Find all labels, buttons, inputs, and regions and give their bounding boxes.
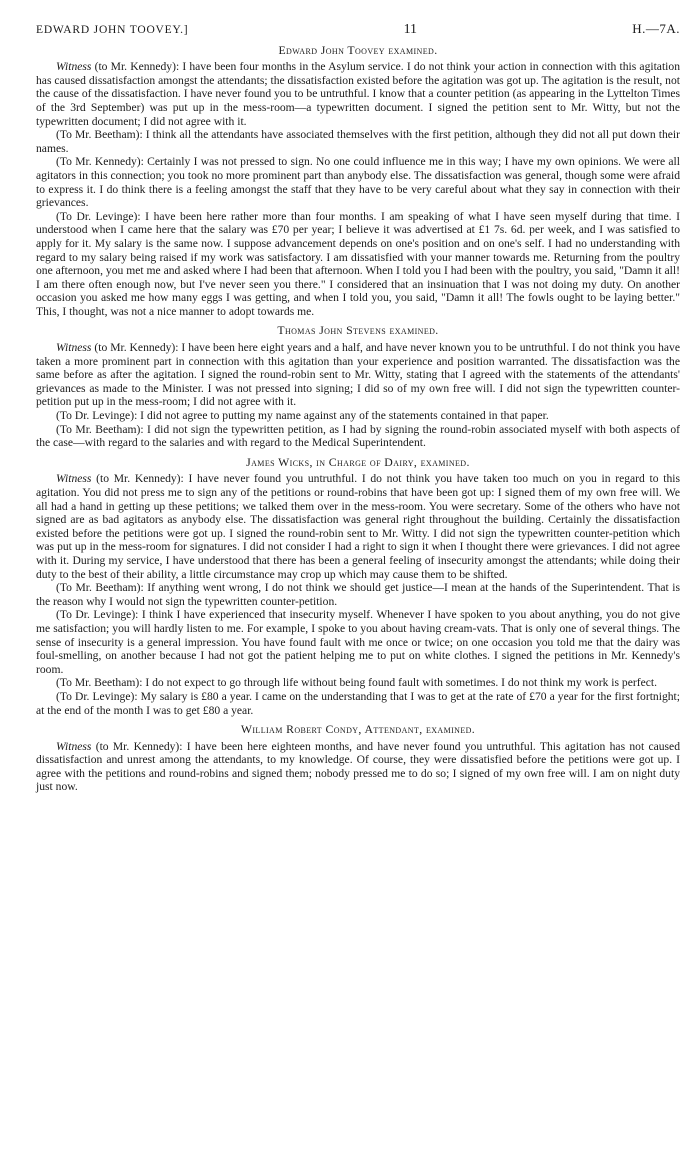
- testimony-paragraph: [36, 210, 680, 319]
- header-witness-name: EDWARD JOHN TOOVEY.]: [36, 24, 189, 36]
- paragraph-text: (To Mr. Beetham): I do not expect to go through life without being found fault with sometimes. I do not think my work is perfect.: [56, 676, 657, 690]
- testimony-paragraph: [36, 423, 680, 450]
- paragraph-text: (To Dr. Levinge): My salary is £80 a year. I came on the understanding that I was to get at the rate of £70 a year for the first fortnight; at the end of the month I was to get £80 a year.: [36, 689, 680, 717]
- paragraph-text: (To Dr. Levinge): I did not agree to putting my name against any of the statements contained in that paper.: [56, 409, 549, 423]
- paragraph-text: (To Dr. Levinge): I think I have experienced that insecurity myself. Whenever I have spoken to you about anything, you do not give me satisfaction; you will hardly listen to me. For example, I spoke to you about having cream-vats. That is only one of several things. The sense of insecurity is a general impression. You have found fault with me once or twice; on one occasion you told me that the dairy was foul-smelling, on another because I had not got the patient helping me to put on white clothes. I signed the petitions in Mr. Kennedy's room.: [36, 608, 680, 676]
- testimony-paragraph: [36, 341, 680, 409]
- testimony-paragraph: [36, 608, 680, 676]
- document-reference: H.—7A.: [632, 21, 680, 36]
- page-number: 11: [403, 22, 418, 37]
- witness-section: [36, 324, 680, 449]
- paragraph-text: (to Mr. Kennedy): I have never found you untruthful. I do not think you have taken too much on you in regard to this agitation. You did not press me to sign any of the petitions or round-robins that have been got up: I signed them of my own free will. We all had a hand in getting up these petitions; we talked them over in the mess-room. You were secretary. Some of the others who have not signed are as bad agitators as anybody else. The dissatisfaction was general right throughout the building. Certainly the dissatisfaction existed before the petitions were got up. I signed the round-robin sent to Mr. Witty. I did not sign the typewritten counter-petition which was put up in the mess-room for signatures. I did not consider I had a right to sign it when I thought there were grievances. I did not agree with it. During my service, I have understood that there has been a general feeling of insecurity amongst the attendants; while doing their duty to the best of their ability, a little circumstance may crop up which may cause them to be shifted.: [36, 472, 680, 581]
- section-title: Thomas John Stevens examined.: [277, 323, 439, 338]
- witness-lead: Witness: [56, 472, 92, 486]
- witness-section: [36, 44, 680, 319]
- witness-section: [36, 723, 680, 794]
- testimony-paragraph: [36, 472, 680, 581]
- paragraph-text: (To Mr. Beetham): I think all the attendants have associated themselves with the first petition, although they did not all put down their names.: [36, 128, 680, 155]
- paragraph-text: (To Dr. Levinge): I have been here rather more than four months. I am speaking of what I have seen myself during that time. I understood when I came here that the salary was £70 per year; I believe it was advertised at £1 7s. 6d. per week, and I was satisfied to apply for it. My salary is the same now. I suppose advancement depends on one's position and on one's self. I had no understanding with regard to my salary being raised if my work was satisfactory. I am dissatisfied with your manner towards me. Returning from the poultry one afternoon, you met me and asked where I had been that afternoon. When I told you I had been with the poultry, you said, "Damn it all! I am there often enough now, but I've never seen you there." I considered that an insinuation that I was not doing my duty. On another occasion you asked me how many eggs I was getting, and when I told you, you said, "Damn it all! The fowls ought to be laying better." This, I thought, was not a nice manner to adopt towards me.: [36, 209, 680, 318]
- testimony-paragraph: [36, 409, 680, 423]
- paragraph-text: (to Mr. Kennedy): I have been here eighteen months, and have never found you untruthful. This agitation has not caused dissatisfaction and unrest among the attendants, to my knowledge. Of course, they were dissatisfied before the petitions were got up. I agree with the petitions and round-robins and signed them; nobody pressed me to do so; I signed of my own free will. I am on night duty just now.: [36, 739, 680, 794]
- testimony-paragraph: [36, 676, 680, 690]
- running-header: [36, 22, 680, 38]
- testimony-paragraph: [36, 740, 680, 794]
- paragraph-text: (to Mr. Kennedy): I have been here eight years and a half, and have never known you to be untruthful. I do not think you have taken a more prominent part in connection with this agitation than your experience and position warranted. The dissatisfaction was the same before as after the agitation. I signed the round-robin sent to Mr. Witty, stating that I agreed with the statements of the attendants' grievances as made to the Minister. I was not pressed into signing; I did so of my own free will. I did not sign the typewritten counter-petition put up in the mess-room; I did not agree with it.: [36, 341, 680, 409]
- testimony-paragraph: [36, 128, 680, 155]
- witness-lead: Witness: [56, 739, 92, 753]
- witness-section: [36, 456, 680, 717]
- witness-lead: Witness: [56, 60, 92, 74]
- testimony-paragraph: [36, 581, 680, 608]
- testimony-paragraph: [36, 690, 680, 717]
- paragraph-text: (to Mr. Kennedy): I have been four months in the Asylum service. I do not think your action in connection with this agitation has caused dissatisfaction amongst the attendants; the dissatisfaction existed before the agitation was got up. The agitation is the result, not the cause of the dissatisfaction. I have never found you to be untruthful. I know that a counter petition (as appearing in the Lyttelton Times of the 3rd September) was put up in the mess-room—a typewritten document. I signed the petition sent to Mr. Witty, but not the typewritten document; I did not agree with it.: [36, 60, 680, 128]
- section-title: Edward John Toovey examined.: [278, 42, 438, 57]
- testimony-paragraph: [36, 155, 680, 209]
- testimony-paragraph: [36, 60, 680, 128]
- witness-lead: Witness: [56, 341, 92, 355]
- section-title: James Wicks, in Charge of Dairy, examined.: [246, 454, 470, 469]
- paragraph-text: (To Mr. Beetham): I did not sign the typewritten petition, as I had by signing the round-robin associated myself with both aspects of the case—with regard to the salaries and with regard to the Medical Superintendent.: [36, 422, 680, 450]
- paragraph-text: (To Mr. Beetham): If anything went wrong, I do not think we should get justice—I mean at the hands of the Superintendent. That is the reason why I would not sign the typewritten counter-petition.: [36, 581, 680, 608]
- paragraph-text: (To Mr. Kennedy): Certainly I was not pressed to sign. No one could influence me in this way; I have my own opinions. We were all agitators in this connection; you took no more prominent part than anybody else. The dissatisfaction was general, though some were afraid to express it. I do think there is a feeling amongst the staff that they have to be very careful about what they say in connection with their grievances.: [36, 155, 680, 210]
- section-title: William Robert Condy, Attendant, examined.: [240, 722, 476, 737]
